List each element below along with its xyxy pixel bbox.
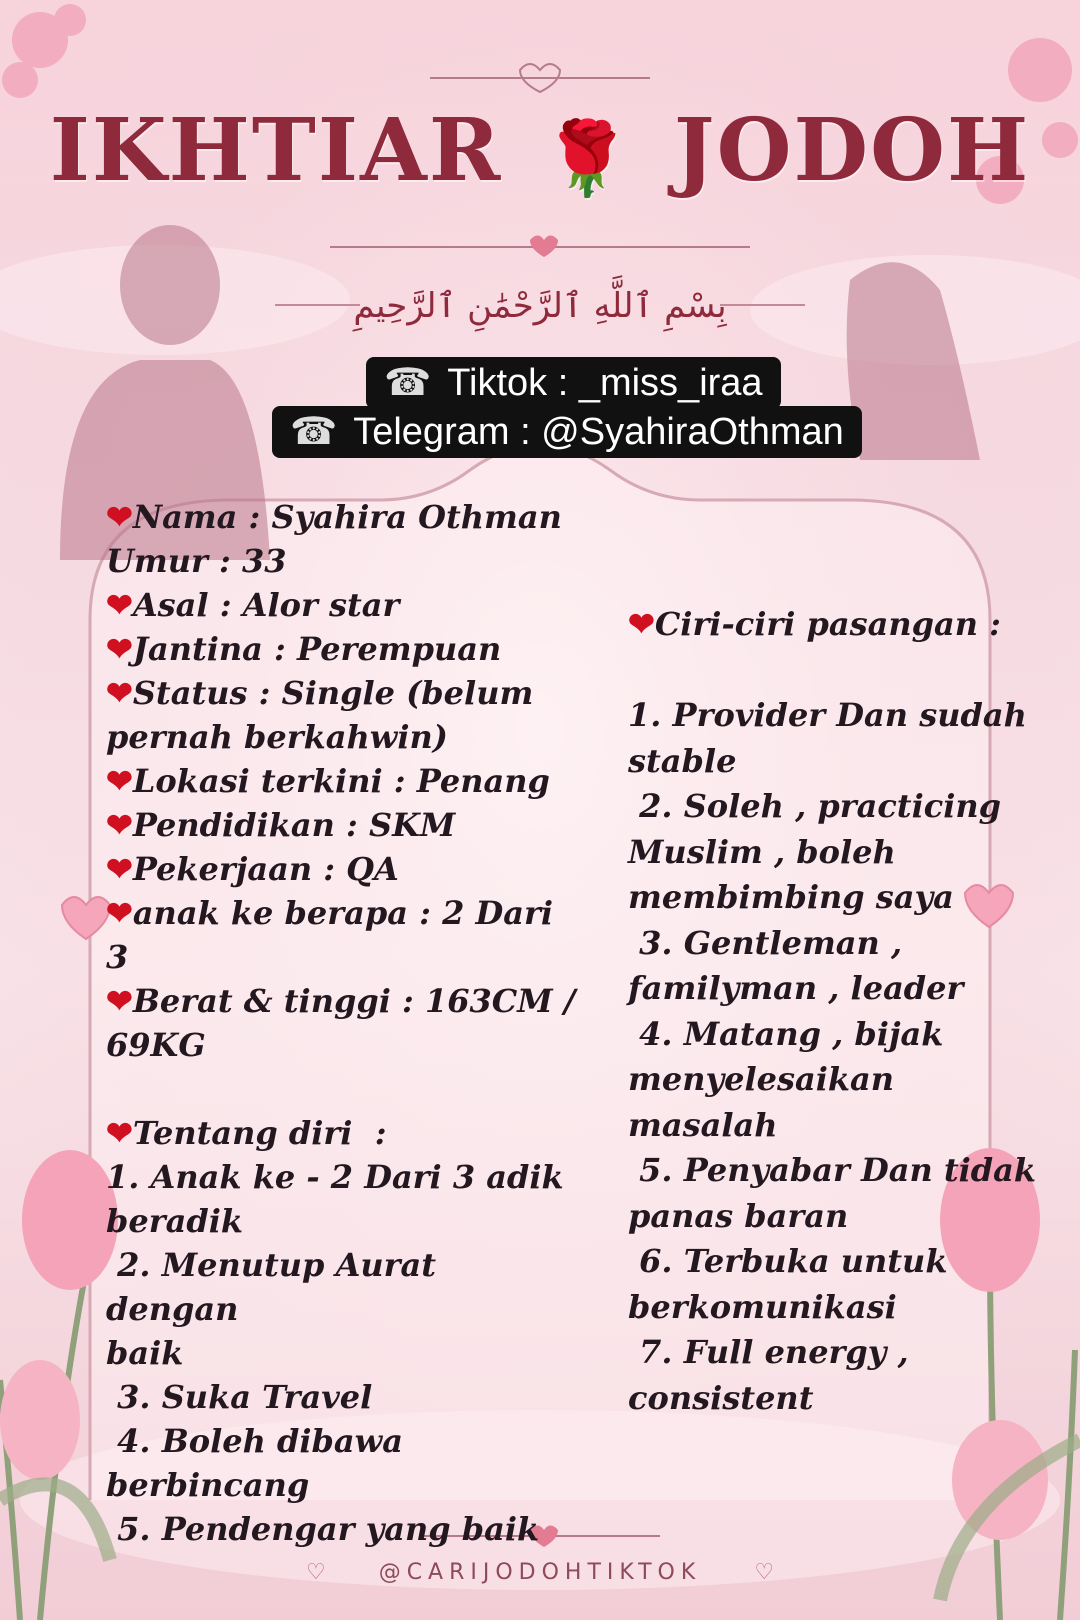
- criteria-line: [628, 1330, 1058, 1376]
- criteria-line: [628, 1103, 1058, 1149]
- criteria-line: [628, 784, 1058, 830]
- profile-text: anak ke berapa : 2 Dari: [132, 894, 553, 932]
- title-right: JODOH: [673, 100, 1031, 201]
- red-heart-icon: ❤: [106, 982, 133, 1020]
- criteria-text: Ciri-ciri pasangan :: [654, 605, 1001, 643]
- profile-text: 69KG: [106, 1026, 206, 1064]
- profile-line: [106, 671, 576, 715]
- criteria-line: [628, 830, 1058, 876]
- tiktok-contact-badge: [366, 357, 781, 409]
- profile-line: [106, 1331, 576, 1375]
- profile-text: beradik: [106, 1202, 244, 1240]
- criteria-line: [628, 1285, 1058, 1331]
- criteria-text: berkomunikasi: [628, 1287, 897, 1326]
- profile-text: Pendidikan : SKM: [132, 806, 456, 844]
- profile-text: 5. Pendengar yang baik: [106, 1510, 540, 1548]
- red-heart-icon: ❤: [106, 850, 133, 888]
- outline-heart-icon: ♡: [305, 1560, 326, 1585]
- criteria-text: 6. Terbuka untuk: [628, 1242, 948, 1280]
- criteria-line: [628, 1148, 1058, 1194]
- phone-icon: ☎: [384, 362, 432, 404]
- red-heart-icon: ❤: [628, 605, 655, 643]
- criteria-line: [628, 602, 1058, 648]
- profile-line: [106, 935, 576, 979]
- profile-line: [106, 539, 576, 583]
- criteria-text: menyelesaikan: [628, 1060, 895, 1098]
- profile-line: [106, 891, 576, 935]
- profile-line: [106, 1067, 576, 1111]
- profile-line: [106, 495, 576, 539]
- title-left: IKHTIAR: [49, 100, 503, 201]
- profile-line: [106, 1463, 576, 1507]
- telegram-contact-badge: [272, 406, 862, 458]
- profile-text: [106, 1070, 117, 1108]
- profile-line: [106, 1419, 576, 1463]
- profile-line: [106, 1155, 576, 1199]
- profile-text: Umur : 33: [106, 542, 287, 580]
- criteria-line: [628, 921, 1058, 967]
- criteria-text: 5. Penyabar Dan tidak: [628, 1151, 1037, 1189]
- profile-text: Asal : Alor star: [132, 586, 400, 624]
- criteria-line: [628, 693, 1058, 739]
- telegram-handle: Telegram : @SyahiraOthman: [353, 411, 844, 453]
- criteria-line: [628, 1012, 1058, 1058]
- criteria-line: [628, 648, 1058, 694]
- profile-text: 2. Menutup Aurat dengan: [106, 1246, 448, 1328]
- red-heart-icon: ❤: [106, 674, 133, 712]
- profile-text: 3: [106, 938, 129, 976]
- page-title: [0, 100, 1080, 201]
- criteria-line: [628, 1057, 1058, 1103]
- profile-details: [106, 495, 576, 1551]
- criteria-text: 1. Provider Dan sudah: [628, 696, 1027, 734]
- criteria-text: stable: [628, 741, 737, 780]
- criteria-text: consistent: [628, 1378, 814, 1417]
- criteria-text: [628, 651, 639, 689]
- profile-line: [106, 847, 576, 891]
- red-heart-icon: ❤: [106, 586, 133, 624]
- criteria-text: 4. Matang , bijak: [628, 1014, 944, 1053]
- profile-text: 3. Suka Travel: [106, 1378, 373, 1416]
- criteria-text: 7. Full energy ,: [628, 1333, 909, 1371]
- tiktok-handle: Tiktok : _miss_iraa: [447, 362, 763, 404]
- partner-criteria: [628, 602, 1058, 1421]
- profile-line: [106, 1375, 576, 1419]
- criteria-line: [628, 1194, 1058, 1240]
- criteria-line: [628, 1239, 1058, 1285]
- profile-line: [106, 583, 576, 627]
- criteria-text: Muslim , boleh: [628, 832, 896, 871]
- profile-line: [106, 979, 576, 1023]
- criteria-text: familyman , leader: [628, 969, 964, 1007]
- criteria-text: masalah: [628, 1105, 778, 1144]
- red-heart-icon: ❤: [106, 762, 133, 800]
- criteria-text: panas baran: [628, 1196, 849, 1235]
- profile-text: 4. Boleh dibawa: [106, 1422, 403, 1460]
- profile-line: [106, 1243, 576, 1331]
- phone-icon: ☎: [290, 411, 338, 453]
- profile-line: [106, 627, 576, 671]
- profile-text: Lokasi terkini : Penang: [132, 762, 550, 800]
- profile-text: berbincang: [106, 1466, 310, 1504]
- red-heart-icon: ❤: [106, 498, 133, 536]
- footer-handle: @CARIJODOHTIKTOK: [378, 1560, 702, 1585]
- criteria-line: [628, 875, 1058, 921]
- criteria-line: [628, 739, 1058, 785]
- profile-text: pernah berkahwin): [106, 718, 448, 756]
- profile-text: Pekerjaan : QA: [132, 850, 399, 888]
- profile-line: [106, 1507, 576, 1551]
- red-heart-icon: ❤: [106, 806, 133, 844]
- profile-text: Tentang diri :: [132, 1114, 387, 1152]
- red-heart-icon: ❤: [106, 630, 133, 668]
- footer: [0, 1560, 1080, 1585]
- profile-text: 1. Anak ke - 2 Dari 3 adik: [106, 1158, 564, 1196]
- profile-text: baik: [106, 1334, 184, 1372]
- profile-text: Berat & tinggi : 163CM /: [132, 982, 576, 1020]
- profile-line: [106, 1111, 576, 1155]
- outline-heart-icon: ♡: [754, 1560, 775, 1585]
- profile-text: Jantina : Perempuan: [132, 630, 502, 668]
- red-heart-icon: ❤: [106, 894, 133, 932]
- profile-line: [106, 803, 576, 847]
- rose-icon: 🌹: [542, 114, 634, 200]
- profile-line: [106, 1199, 576, 1243]
- basmala-text: بِسْمِ ٱللَّهِ ٱلرَّحْمَٰنِ ٱلرَّحِيمِ: [353, 286, 727, 326]
- profile-text: Nama : Syahira Othman: [132, 498, 562, 536]
- profile-line: [106, 715, 576, 759]
- criteria-text: 3. Gentleman ,: [628, 923, 903, 962]
- criteria-line: [628, 966, 1058, 1012]
- criteria-line: [628, 1376, 1058, 1422]
- criteria-text: membimbing saya: [628, 878, 954, 916]
- criteria-text: 2. Soleh , practicing: [628, 787, 1002, 825]
- profile-line: [106, 759, 576, 803]
- red-heart-icon: ❤: [106, 1114, 133, 1152]
- profile-text: Status : Single (belum: [132, 674, 534, 712]
- profile-line: [106, 1023, 576, 1067]
